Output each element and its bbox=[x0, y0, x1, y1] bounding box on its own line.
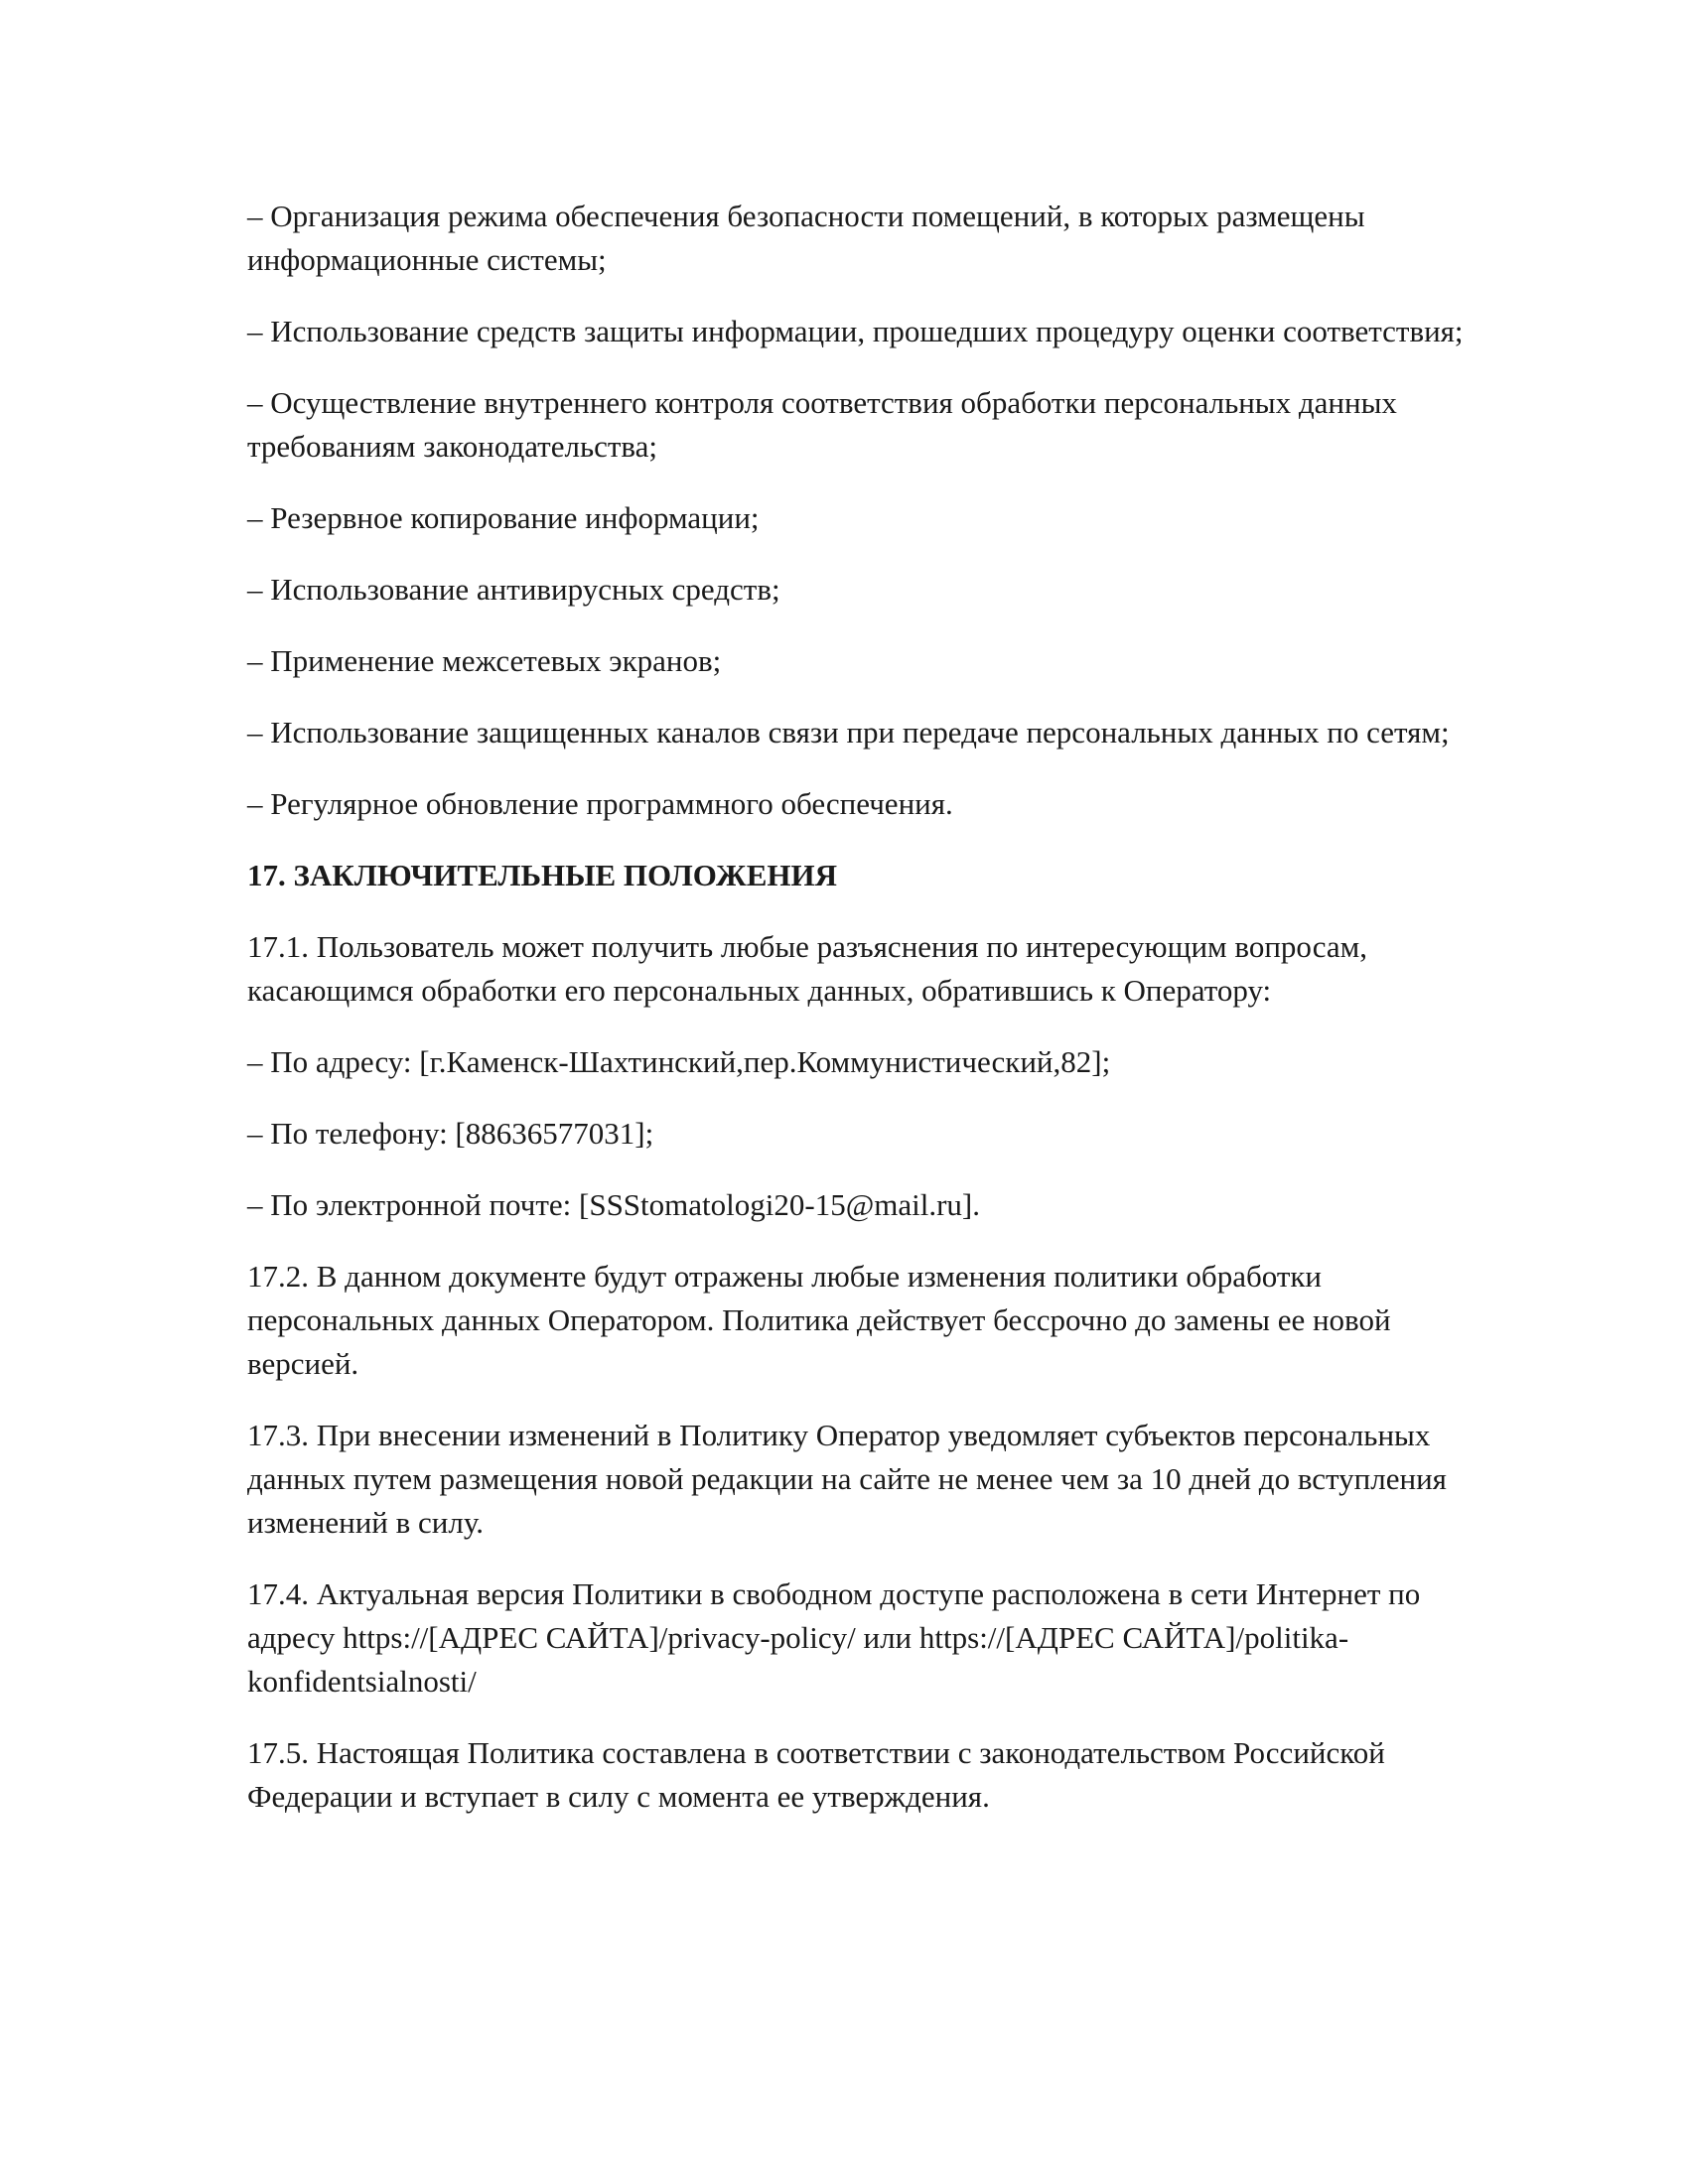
list-item-protection-tools: – Использование средств защиты информации, прошедших процедуру оценки соответствия; bbox=[247, 314, 1464, 348]
list-item-firewalls: – Применение межсетевых экранов; bbox=[247, 643, 722, 678]
contact-email: – По электронной почте: [SSStomatologi20-15@mail.ru]. bbox=[247, 1187, 980, 1222]
list-item-backup: – Резервное копирование информации; bbox=[247, 500, 760, 535]
clause-17-2: 17.2. В данном документе будут отражены любые изменения политики обработки персональных данных Оператором. Политика действует бессрочно до замены ее новой версией. bbox=[247, 1259, 1391, 1381]
clause-17-3: 17.3. При внесении изменений в Политику Оператор уведомляет субъектов персональных данных путем размещения новой редакции на сайте не менее чем за 10 дней до вступления изменений в силу. bbox=[247, 1418, 1447, 1540]
list-item-software-updates: – Регулярное обновление программного обеспечения. bbox=[247, 786, 953, 821]
clause-17-1: 17.1. Пользователь может получить любые разъяснения по интересующим вопросам, касающимся обработки его персональных данных, обратившись к Оператору: bbox=[247, 929, 1367, 1008]
list-item-antivirus: – Использование антивирусных средств; bbox=[247, 572, 780, 607]
section-heading: 17. ЗАКЛЮЧИТЕЛЬНЫЕ ПОЛОЖЕНИЯ bbox=[247, 858, 837, 892]
list-item-secure-channels: – Использование защищенных каналов связи при передаче персональных данных по сетям; bbox=[247, 715, 1450, 750]
contact-address: – По адресу: [г.Каменск-Шахтинский,пер.Коммунистический,82]; bbox=[247, 1044, 1111, 1079]
clause-17-4: 17.4. Актуальная версия Политики в свободном доступе расположена в сети Интернет по адресу https://[АДРЕС САЙТА]/privacy-policy/ или https://[АДРЕС САЙТА]/politika-konfidentsialnosti/ bbox=[247, 1576, 1421, 1699]
contact-phone: – По телефону: [88636577031]; bbox=[247, 1116, 654, 1151]
document-page bbox=[247, 195, 1469, 1846]
clause-17-5: 17.5. Настоящая Политика составлена в соответствии с законодательством Российской Федерации и вступает в силу с момента ее утверждения. bbox=[247, 1735, 1385, 1814]
list-item-premises-security: – Организация режима обеспечения безопасности помещений, в которых размещены информационные системы; bbox=[247, 199, 1365, 277]
list-item-internal-control: – Осуществление внутреннего контроля соответствия обработки персональных данных требованиям законодательства; bbox=[247, 385, 1397, 464]
